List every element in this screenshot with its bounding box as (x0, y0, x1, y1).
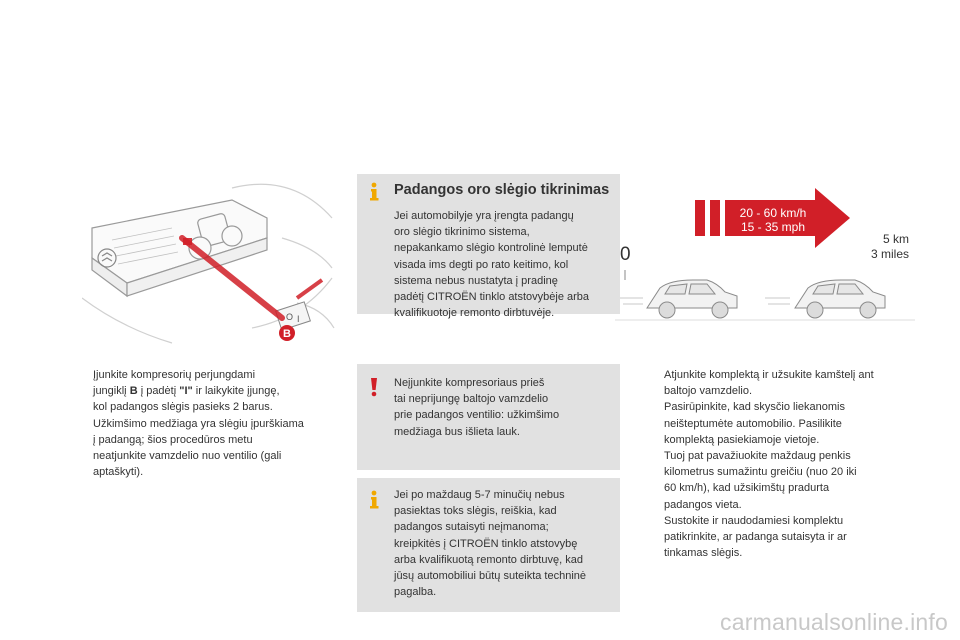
warning-box-text: Neįjunkite kompresoriaus prieš tai neprijungę baltojo vamzdelio prie padangos ventilio: užkimšimo medžiaga bus išlieta lauk. (394, 377, 560, 438)
instruction-rest: kol padangos slėgis pasieks 2 barus. Užkimšimo medžiaga yra slėgiu įpurškiama į padangą; šios procedūros metu neatjunkite vamzdelio nuo ventilio (gali aptaškyti). (93, 401, 304, 479)
right-instructions (643, 367, 918, 561)
left-instructions (72, 367, 347, 480)
speed-mph-label: 15 - 35 mph (740, 220, 806, 234)
step-check: Sustokite ir naudodamiesi komplektu patikrinkite, ar padanga sutaisyta ir ar tinkamas slėgis. (664, 514, 847, 560)
distance-miles-label: 3 miles (870, 247, 909, 261)
switch-on-label: I (297, 314, 300, 324)
distance-km-label: 5 km (882, 232, 909, 246)
tyre-pressure-info-box (357, 174, 620, 320)
info-icon (366, 182, 382, 202)
info-box-title: Padangos oro slėgio tikrinimas (394, 182, 610, 198)
note-box-text: Jei po maždaug 5-7 minučių nebus pasiektas toks slėgis, reiškia, kad padangos sutaisyti neįmanoma; kreipkitės į CITROËN tinklo atstovybę arba kvalifikuotą remonto dirbtuvę, kad jūsų automobiliui būtų suteikta techninė pagalba. (394, 489, 587, 599)
list-item (72, 367, 347, 480)
speed-bar-1 (695, 200, 705, 236)
instruction-line-1: Įjunkite kompresorių perjungdami (93, 369, 256, 381)
callout-b-label: B (283, 328, 291, 340)
switch-off-label: O (286, 312, 294, 322)
step-disconnect: Atjunkite komplektą ir užsukite kamštelį ant baltojo vamzdelio. Pasirūpinkite, kad skysčio liekanomis neišteptumėte automobilio. Pasilikite komplektą pasiekiamoje vietoje. (664, 369, 874, 446)
speed-bar-2 (710, 200, 720, 236)
speed-kmh-label: 20 - 60 km/h (739, 206, 807, 220)
list-item (643, 513, 918, 562)
list-item (643, 448, 918, 513)
speed-illustration (615, 180, 915, 345)
info-icon (366, 490, 382, 510)
instruction-line-2: jungiklį B į padėtį "I" ir laikykite įjungę, (93, 385, 280, 398)
warning-box (357, 364, 620, 470)
info-box-text: Jei automobilyje yra įrengta padangų oro slėgio tikrinimo sistema, nepakankamo slėgio kontrolinė lemputė visada ims degti po rato keitimo, kol sistema nebus nustatyta į pradinę padėtį CITROËN tinklo atstovybėje arba kvalifikuotoje remonto dirbtuvėje. (394, 210, 590, 320)
watermark: carmanualsonline.info (720, 609, 948, 635)
car-1 (647, 280, 737, 318)
step-drive: Tuoj pat pavažiuokite maždaug penkis kilometrus sumažintu greičiu (nuo 20 iki 60 km/h), kad užsikimštų pradurta padangos vieta. (664, 450, 857, 511)
list-item (643, 367, 918, 448)
warning-icon (366, 377, 382, 397)
compressor-illustration (82, 178, 336, 350)
start-label: 0 (620, 244, 631, 265)
pressure-note-box (357, 478, 620, 612)
car-2 (795, 280, 885, 318)
